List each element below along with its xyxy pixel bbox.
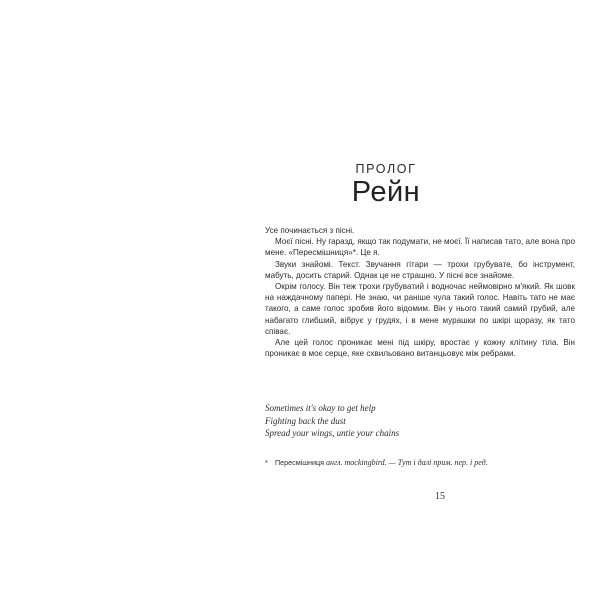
lyric-line: Sometimes it's okay to get help — [265, 403, 376, 413]
paragraph: Але цей голос проникає мені під шкіру, вростає у кожну клітину тіла. Він проникає в моє серце, яке схвильовано витанцьовує між ребрами. — [265, 338, 575, 359]
chapter-kicker: ПРОЛОГ — [355, 162, 417, 176]
footnote-term: Пересмішниця — [275, 458, 327, 467]
page-number: 15 — [435, 491, 445, 502]
paragraph: Усе починається з пісні. — [265, 226, 355, 235]
lyric-line: Fighting back the dust — [265, 415, 346, 426]
song-lyrics — [265, 402, 565, 440]
footnote-marker: * — [265, 458, 268, 467]
body-text — [265, 225, 575, 359]
lyric-line: Spread your wings, untie your chains — [265, 428, 400, 439]
paragraph: Окрім голосу. Він теж трохи грубуватий і водночас неймовірно м'який. Як шовк на наждачному папері. Не знаю, чи раніше чула такий голос. Навіть тато не має такого, а саме голос зробив його відомим. Він у нього такий самий грубий, але набагато глибший, вібрує у грудях, і в мене мурашки по шкірі щоразу, як тато співає. — [265, 282, 575, 336]
footnote-gloss: англ. mockingbird. — Тут і далі прим. пер. і ред. — [326, 458, 488, 467]
footnote — [265, 458, 575, 468]
chapter-title: Рейн — [351, 176, 421, 208]
paragraph: Звуки знайомі. Текст. Звучання гітари — трохи грубувате, бо інструмент, мабуть, досить старий. Однак це не страшно. У пісні все знайоме. — [265, 259, 575, 280]
paragraph: Моєї пісні. Ну гаразд, якщо так подумати, не моєї. Її написав тато, але вона про мене. «Пересмішниця»*. Це я. — [265, 237, 575, 258]
